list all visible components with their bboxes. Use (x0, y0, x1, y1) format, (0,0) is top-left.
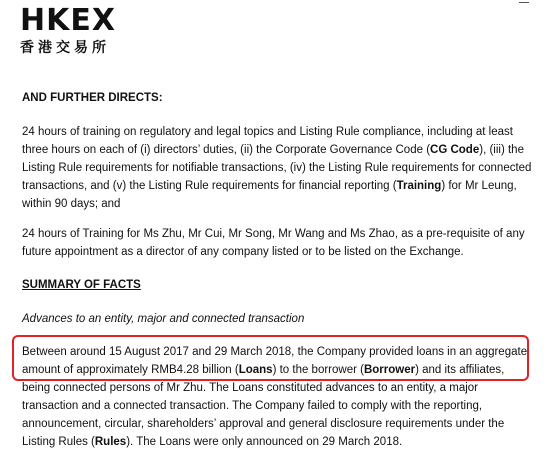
paragraph-loans: Between around 15 August 2017 and 29 March 2018, the Company provided loans in an aggregate amount of approximately RMB4.28 billion (Loans) to the borrower (Borrower) and its affiliates, being connected persons of Mr Zhu. The Loans constituted advances to an entity, a major transaction and a connected transaction. The Company failed to comply with the reporting, announcement, circular, shareholders’ approval and general disclosure requirements under the Listing Rules (Rules). The Loans were only announced on 29 March 2018. (22, 346, 528, 448)
logo-chinese-name: 香港交易所 (20, 40, 110, 56)
heading-further-directs: AND FURTHER DIRECTS: (22, 92, 163, 104)
red-highlight-box (12, 335, 529, 381)
hkex-logo (20, 3, 116, 57)
heading-summary-of-facts: SUMMARY OF FACTS (22, 279, 141, 291)
paragraph-training-mr-leung: 24 hours of training on regulatory and legal topics and Listing Rule compliance, including at least three hours on each of (i) directors’ duties, (ii) the Corporate Governance Code (CG Code), (iii) the Listing Rule requirements for notifiable transactions, (iv) the Listing Rule requirements for connected transactions, and (v) the Listing Rule requirements for financial reporting (Training) for Mr Leung, within 90 days; and (22, 126, 532, 210)
subheading-advances: Advances to an entity, major and connected transaction (22, 313, 305, 325)
logo-wordmark: HKEX (20, 3, 116, 38)
page-corner-mark (519, 2, 529, 3)
paragraph-training-other-directors: 24 hours of Training for Ms Zhu, Mr Cui, Mr Song, Mr Wang and Ms Zhao, as a pre-requisite of any future appointment as a director of any company listed or to be listed on the Exchange. (22, 228, 525, 258)
